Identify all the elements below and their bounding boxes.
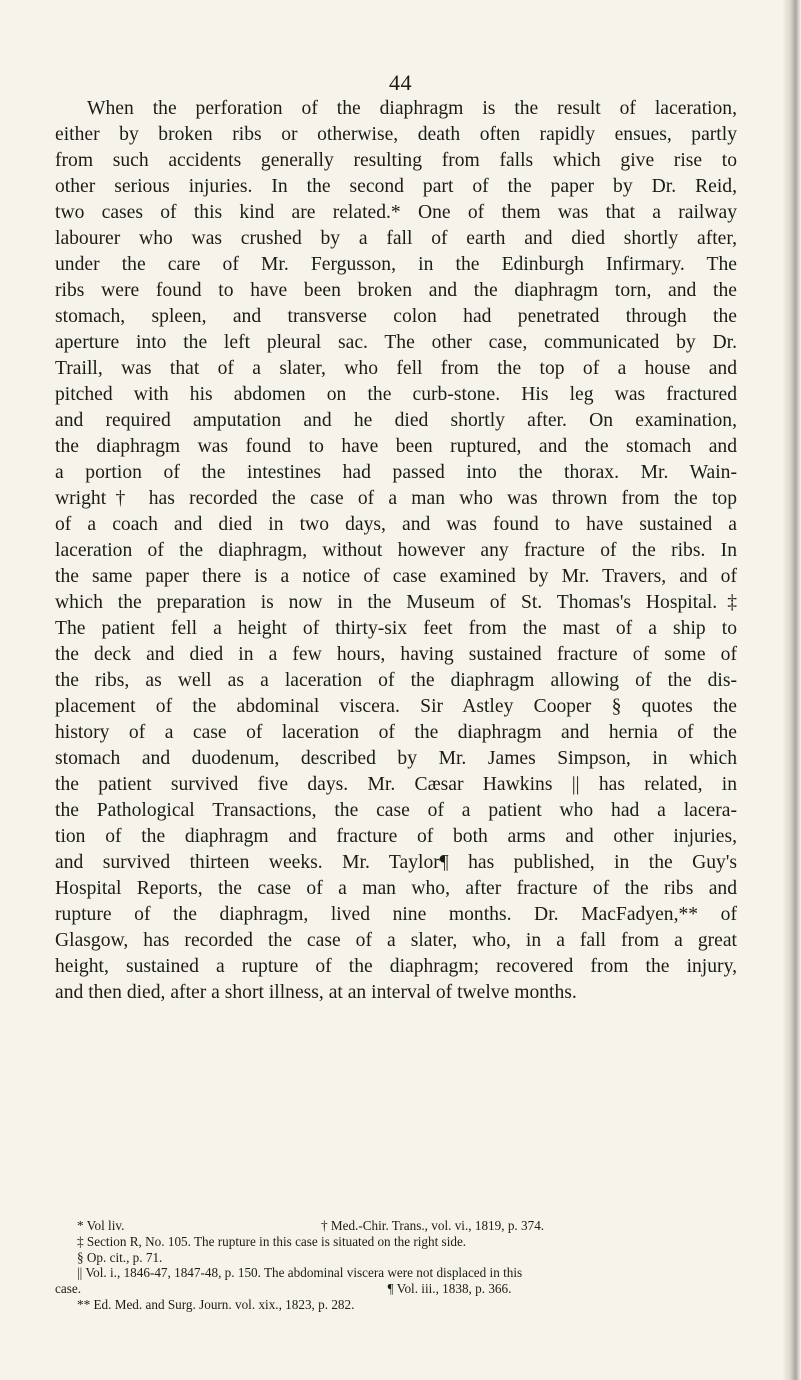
text-line: labourer who was crushed by a fall of earth and died shortly after, bbox=[55, 228, 737, 249]
text-line: pitched with his abdomen on the curb-stone. His leg was fractured bbox=[55, 384, 737, 405]
text-line: and survived thirteen weeks. Mr. Taylor¶ has published, in the Guy's bbox=[55, 852, 737, 873]
text-line: the patient survived five days. Mr. Cæsar Hawkins || has related, in bbox=[55, 774, 737, 795]
text-line: history of a case of laceration of the diaphragm and hernia of the bbox=[55, 722, 737, 743]
text-line: the same paper there is a notice of case examined by Mr. Travers, and of bbox=[55, 566, 737, 587]
text-line: and required amputation and he died shortly after. On examination, bbox=[55, 410, 737, 431]
text-line: ribs were found to have been broken and the diaphragm torn, and the bbox=[55, 280, 737, 301]
text-line: height, sustained a rupture of the diaphragm; recovered from the injury, bbox=[55, 956, 737, 977]
footnotes bbox=[55, 1218, 737, 1313]
text-line: rupture of the diaphragm, lived nine months. Dr. MacFadyen,** of bbox=[55, 904, 737, 925]
text-line: laceration of the diaphragm, without however any fracture of the ribs. In bbox=[55, 540, 737, 561]
text-line: When the perforation of the diaphragm is the result of laceration, bbox=[87, 98, 737, 119]
text-line: the Pathological Transactions, the case of a patient who had a lacera- bbox=[55, 800, 737, 821]
footnote-med-chir: † Med.-Chir. Trans., vol. vi., 1819, p. 374. bbox=[320, 1218, 545, 1233]
text-line: aperture into the left pleural sac. The other case, communicated by Dr. bbox=[55, 332, 737, 353]
text-line: Traill, was that of a slater, who fell from the top of a house and bbox=[55, 358, 737, 379]
footnote-line bbox=[55, 1281, 737, 1297]
footnote-section-r: ‡ Section R, No. 105. The rupture in this case is situated on the right side. bbox=[77, 1233, 467, 1249]
text-line: the deck and died in a few hours, having sustained fracture of some of bbox=[55, 644, 737, 665]
footnote-vol-iii: ¶ Vol. iii., 1838, p. 366. bbox=[387, 1281, 512, 1297]
text-line: Hospital Reports, the case of a man who, after fracture of the ribs and bbox=[55, 878, 737, 899]
text-line: the diaphragm was found to have been ruptured, and the stomach and bbox=[55, 436, 737, 457]
text-line: other serious injuries. In the second part of the paper by Dr. Reid, bbox=[55, 176, 737, 197]
footnote-line bbox=[55, 1218, 737, 1234]
text-line: The patient fell a height of thirty-six feet from the mast of a ship to bbox=[55, 618, 737, 639]
footnote-vol-liv: * Vol liv. bbox=[77, 1218, 125, 1233]
text-line: wright† has recorded the case of a man who was thrown from the top bbox=[55, 488, 737, 509]
footnote-ed-med: ** Ed. Med. and Surg. Journ. vol. xix., 1823, p. 282. bbox=[77, 1296, 355, 1312]
text-line: a portion of the intestines had passed into the thorax. Mr. Wain- bbox=[55, 462, 737, 483]
text-line: stomach and duodenum, described by Mr. James Simpson, in which bbox=[55, 748, 737, 769]
text-line: from such accidents generally resulting from falls which give rise to bbox=[55, 150, 737, 171]
page-number: 44 bbox=[389, 70, 412, 95]
footnote-vol-i: || Vol. i., 1846-47, 1847-48, p. 150. The abdominal viscera were not displaced in this bbox=[77, 1265, 523, 1281]
footnote-vol-i-cont: case. bbox=[55, 1281, 81, 1297]
text-line: which the preparation is now in the Museum of St. Thomas's Hospital.‡ bbox=[55, 592, 737, 613]
text-line: Glasgow, has recorded the case of a slater, who, in a fall from a great bbox=[55, 930, 737, 951]
body-paragraph bbox=[55, 96, 737, 1006]
text-line: and then died, after a short illness, at an interval of twelve months. bbox=[55, 982, 577, 1003]
text-line: the ribs, as well as a laceration of the diaphragm allowing of the dis- bbox=[55, 670, 737, 691]
text-line: stomach, spleen, and transverse colon had penetrated through the bbox=[55, 306, 737, 327]
text-line: under the care of Mr. Fergusson, in the Edinburgh Infirmary. The bbox=[55, 254, 737, 275]
page-edge-shadow bbox=[783, 0, 801, 1380]
footnote-op-cit: § Op. cit., p. 71. bbox=[77, 1249, 163, 1265]
text-line: of a coach and died in two days, and was found to have sustained a bbox=[55, 514, 737, 535]
text-line: either by broken ribs or otherwise, death often rapidly ensues, partly bbox=[55, 124, 737, 145]
text-line: tion of the diaphragm and fracture of both arms and other injuries, bbox=[55, 826, 737, 847]
text-line: placement of the abdominal viscera. Sir Astley Cooper § quotes the bbox=[55, 696, 737, 717]
text-line: two cases of this kind are related.* One of them was that a railway bbox=[55, 202, 737, 223]
